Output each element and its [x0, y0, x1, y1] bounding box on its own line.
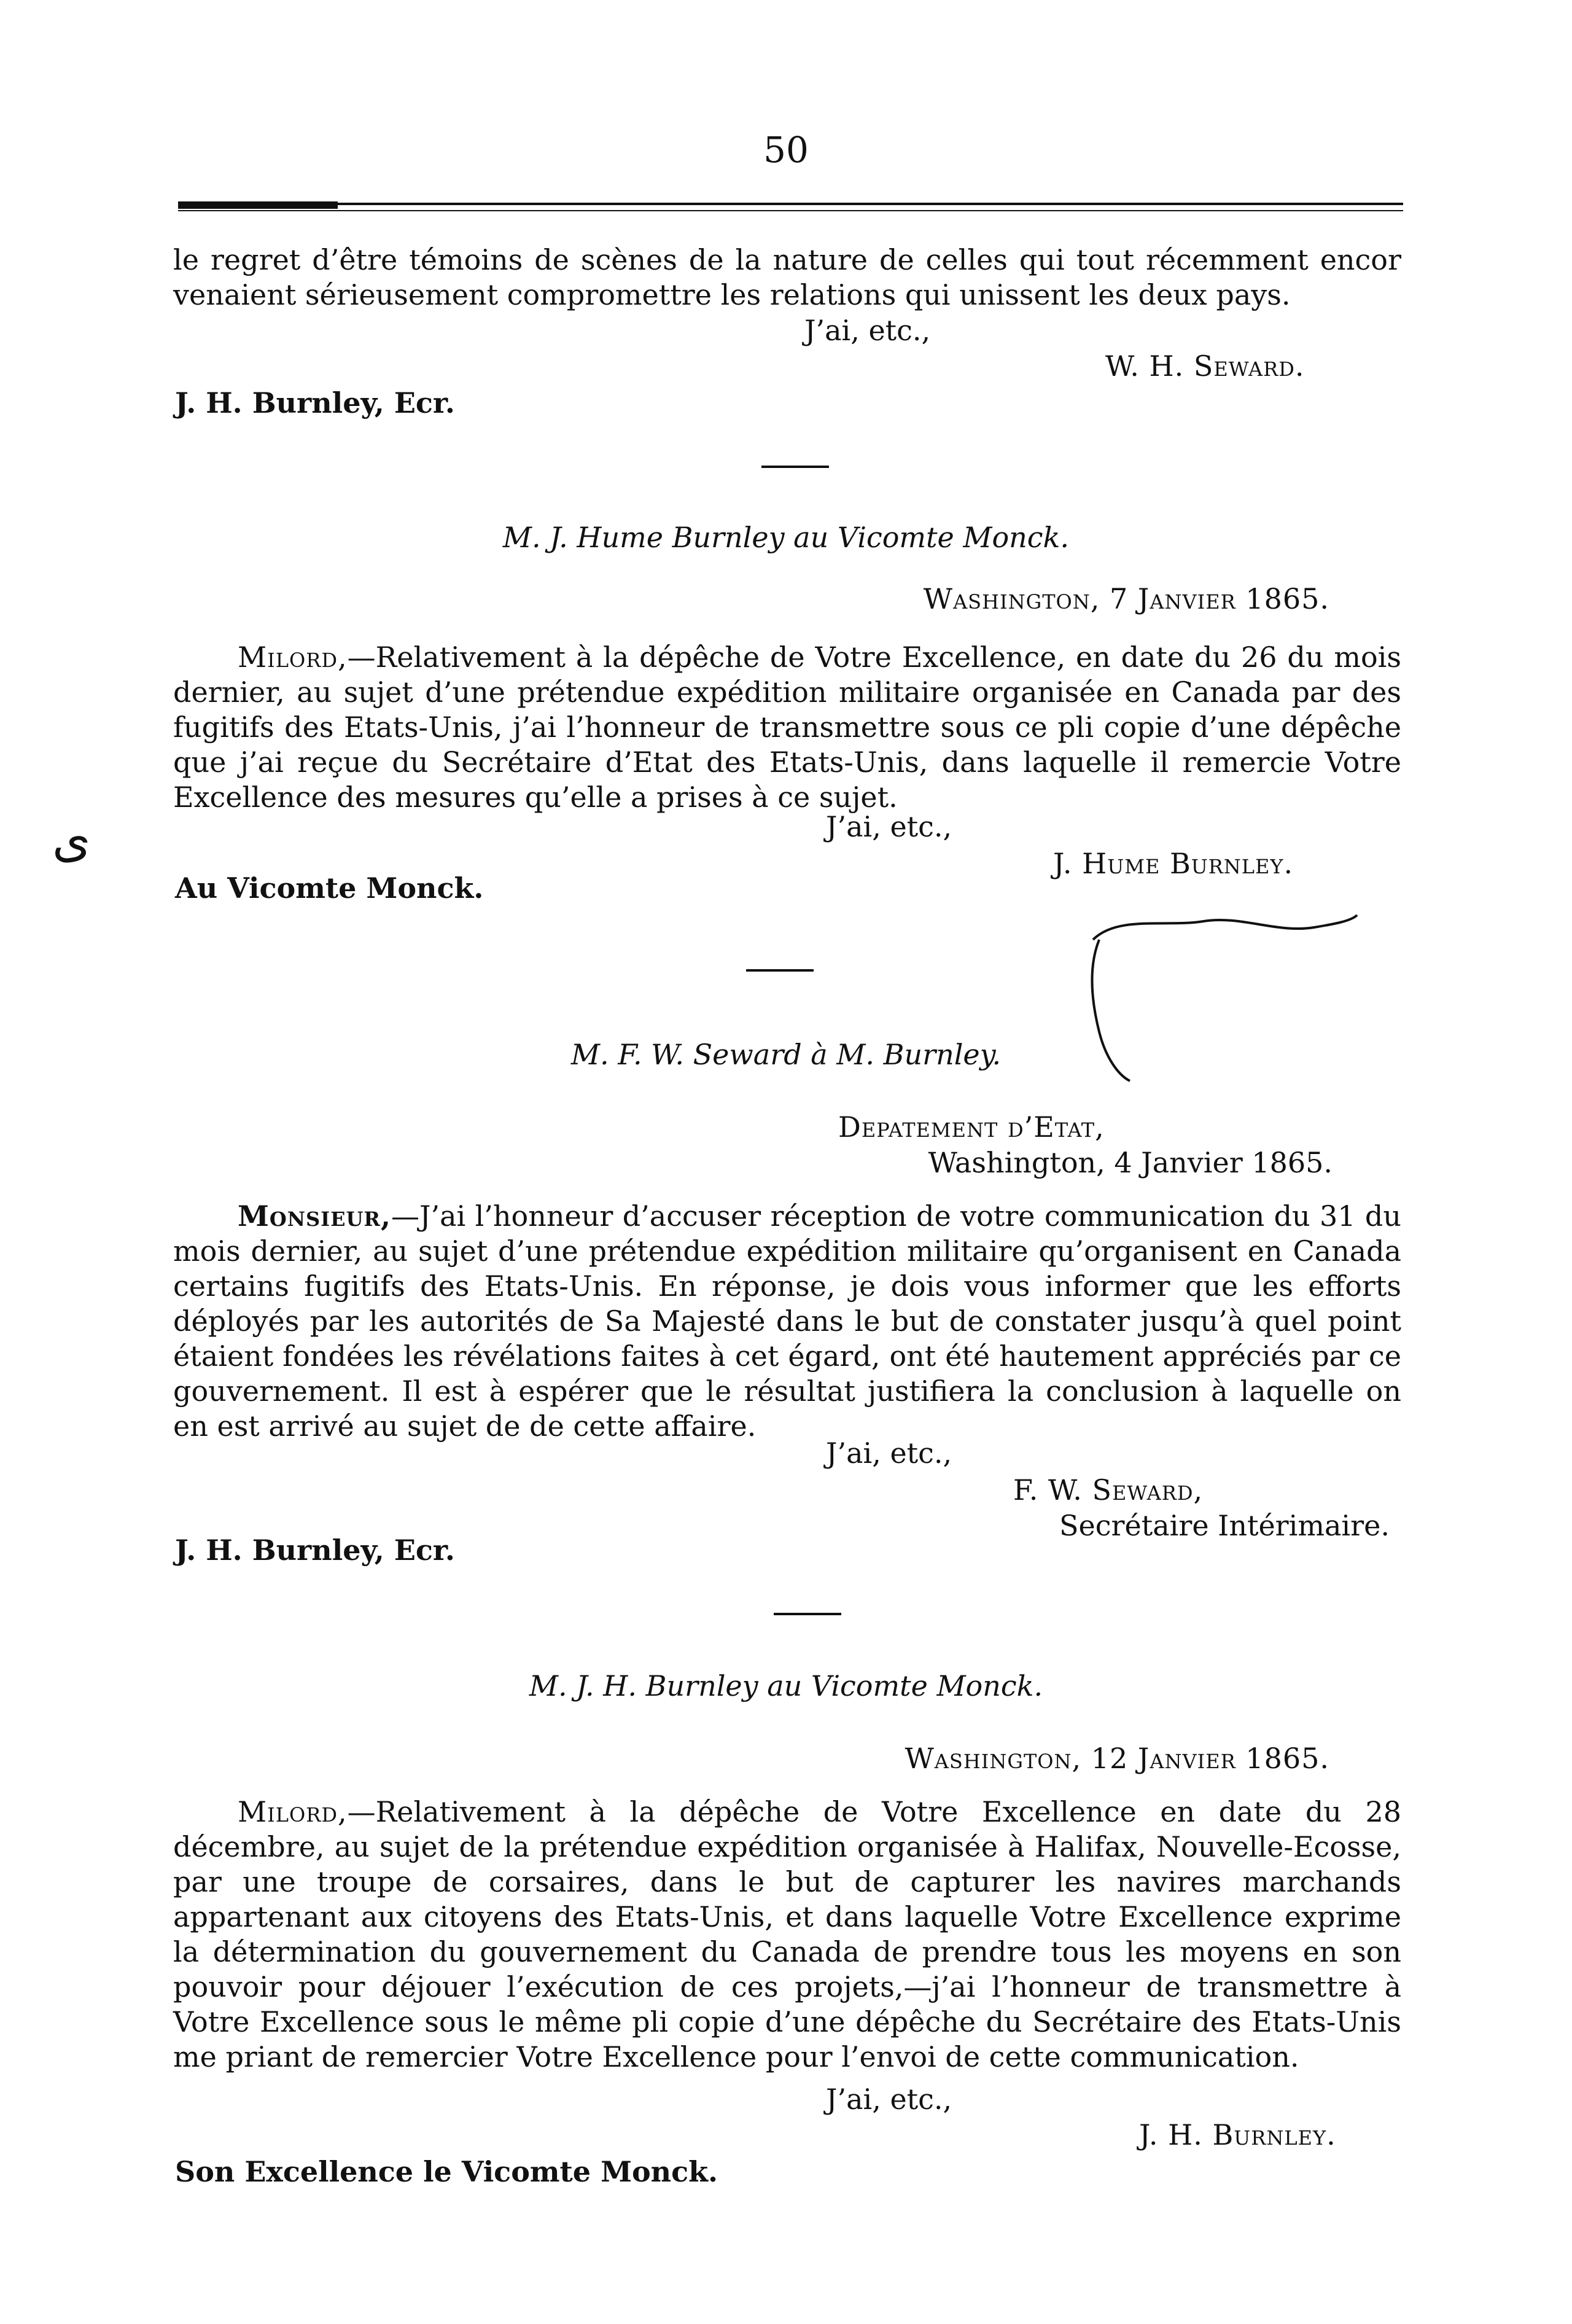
closing-4: J’ai, etc., — [826, 2083, 952, 2116]
letter-heading-4: M. J. H. Burnley au Vicomte Monck. — [529, 1669, 1043, 1702]
separator-1 — [761, 466, 829, 468]
letter-body-3-text — [173, 1199, 1401, 1444]
salutation-4: Milord, — [238, 1795, 348, 1828]
letter-body-4-text — [173, 1795, 1401, 2075]
header-rule — [178, 203, 1403, 211]
addressee-3: J. H. Burnley, Ecr. — [175, 1534, 455, 1567]
letter-heading-2: M. J. Hume Burnley au Vicomte Monck. — [502, 521, 1070, 554]
continuation-paragraph — [173, 243, 1401, 313]
signature-3: F. W. Seward, — [1013, 1473, 1204, 1507]
addressee-1: J. H. Burnley, Ecr. — [175, 386, 455, 419]
salutation-2: Milord, — [238, 641, 348, 674]
margin-mark: ﻯ — [52, 811, 91, 868]
letter-body-3 — [173, 1199, 1401, 1444]
closing-2: J’ai, etc., — [826, 810, 952, 843]
signature-title-3: Secrétaire Intérimaire. — [1059, 1509, 1390, 1542]
signature-4: J. H. Burnley. — [1139, 2118, 1336, 2151]
closing-1: J’ai, etc., — [804, 314, 931, 347]
place-date-2 — [924, 582, 1329, 615]
letter-body-2-text — [173, 640, 1401, 815]
separator-2 — [746, 969, 814, 972]
place-date-4-text: Washington, 12 Janvier 1865. — [905, 1742, 1329, 1775]
letter-body-2 — [173, 640, 1401, 815]
body-2: —Relativement à la dépêche de Votre Excellence, en date du 26 du mois dernier, au sujet d’une prétendue expédition militaire organisée en Canada par des fugitifs des Etats-Unis, j’ai l’honneur de transmettre sous ce pli copie d’une dépêche que j’ai reçue du Secrétaire d’Etat des Etats-Unis, dans laquelle il remercie Votre Excellence des mesures qu’elle a prises à ce sujet. — [173, 641, 1401, 814]
continuation-line-1: le regret d’être témoins de scènes de la nature de celles qui tout récemment encor — [173, 243, 1401, 276]
salutation-3: Monsieur, — [238, 1199, 392, 1233]
addressee-2: Au Vicomte Monck. — [175, 872, 484, 905]
place-date-4 — [905, 1742, 1329, 1775]
page-number: 50 — [763, 129, 809, 171]
body-4: —Relativement à la dépêche de Votre Excellence en date du 28 décembre, au sujet de la prétendue expédition organisée à Halifax, Nouvelle-Ecosse, par une troupe de corsaires, dans le but de capturer les navires marchands appartenant aux citoyens des Etats-Unis, et dans laquelle Votre Excellence exprime la détermination du gouvernement du Canada de prendre tous les moyens en son pouvoir pour déjouer l’exécution de ces projets,—j’ai l’honneur de transmettre à Votre Excellence sous le même pli copie d’une dépêche du Secrétaire des Etats-Unis me priant de remercier Votre Excellence pour l’envoi de cette communication. — [173, 1795, 1401, 2073]
letter-heading-3: M. F. W. Seward à M. Burnley. — [570, 1038, 1002, 1071]
place-date-2-text: Washington, 7 Janvier 1865. — [923, 582, 1329, 615]
place-date-3: Washington, 4 Janvier 1865. — [928, 1146, 1333, 1179]
body-3: —J’ai l’honneur d’accuser réception de votre communication du 31 du mois dernier, au sujet d’une prétendue expédition militaire qu’organisent en Canada certains fugitifs des Etats-Unis. En réponse, je dois vous informer que les efforts déployés par les autorités de Sa Majesté dans le but de constater jusqu’à quel point étaient fondées les révélations faites à cet égard, ont été hautement appréciés par ce gouvernement. Il est à espérer que le résultat justifiera la conclusion à laquelle on en est arrivé au sujet de de cette affaire. — [173, 1199, 1401, 1443]
department-line — [838, 1110, 1105, 1144]
department-text: Depatement d’Etat, — [838, 1110, 1105, 1144]
letter-body-4 — [173, 1795, 1401, 2075]
closing-3: J’ai, etc., — [826, 1437, 952, 1470]
separator-3 — [774, 1613, 841, 1615]
signature-2: J. Hume Burnley. — [1053, 847, 1294, 880]
addressee-4: Son Excellence le Vicomte Monck. — [175, 2155, 718, 2188]
signature-1: W. H. Seward. — [1105, 349, 1305, 383]
continuation-line-2: venaient sérieusement compromettre les relations qui unissent les deux pays. — [173, 278, 1291, 311]
